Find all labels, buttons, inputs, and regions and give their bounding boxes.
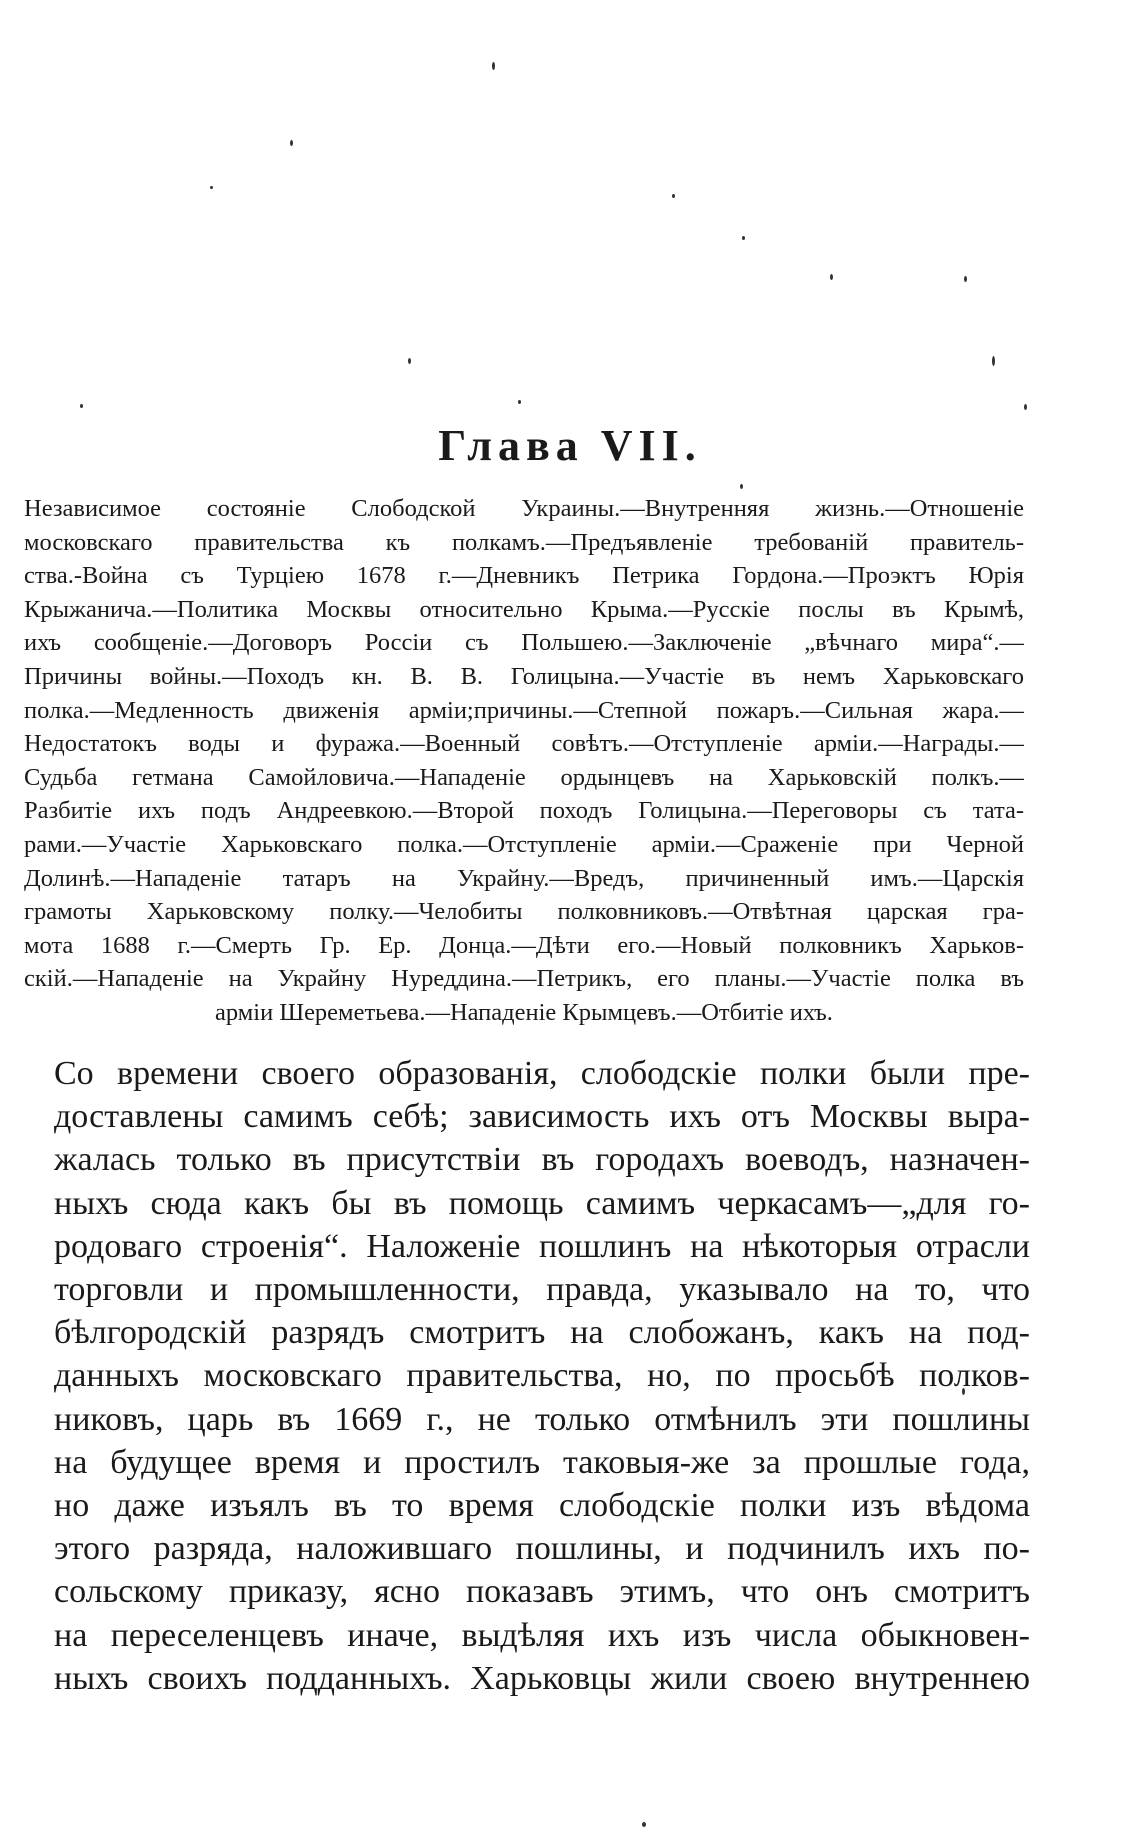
scan-speck: [408, 358, 411, 364]
summary-line: ства.-Война съ Турціею 1678 г.—Дневникъ Петрика Гордона.—Проэктъ Юрія: [24, 562, 1024, 590]
summary-line: ихъ сообщеніе.—Договоръ Россіи съ Польшею.—Заключеніе „вѣчнаго мира“.—: [24, 629, 1024, 657]
chapter-summary: [24, 492, 1024, 1030]
summary-line: рами.—Участіе Харьковскаго полка.—Отступленіе арміи.—Сраженіе при Черной: [24, 830, 1024, 858]
scan-speck: [80, 404, 83, 408]
body-line: никовъ, царь въ 1669 г., не только отмѣнилъ эти пошлины: [54, 1400, 1030, 1438]
summary-line: полка.—Медленность движенія арміи;причины.—Степной пожаръ.—Сильная жара.—: [24, 696, 1024, 724]
summary-line: Судьба гетмана Самойловича.—Нападеніе ордынцевъ на Харьковскій полкъ.—: [24, 763, 1024, 791]
scan-speck: [290, 140, 293, 146]
scan-speck: [518, 400, 521, 404]
body-line: на переселенцевъ иначе, выдѣляя ихъ изъ числа обыкновен-: [54, 1616, 1030, 1654]
summary-line: Долинѣ.—Нападеніе татаръ на Украйну.—Вредъ, причиненный имъ.—Царскія: [24, 864, 1024, 892]
summary-line: Разбитіе ихъ подъ Андреевкою.—Второй походъ Голицына.—Переговоры съ тата-: [24, 797, 1024, 825]
body-line: доставлены самимъ себѣ; зависимость ихъ отъ Москвы выра-: [54, 1098, 1030, 1136]
body-line: на будущее время и простилъ таковыя-же за прошлые года,: [54, 1443, 1030, 1481]
body-line: бѣлгородскій разрядъ смотритъ на слобожанъ, какъ на под-: [54, 1314, 1030, 1352]
body-line: данныхъ московскаго правительства, но, по просьбѣ полков-: [54, 1357, 1030, 1395]
chapter-title: Глава VII.: [438, 421, 702, 470]
summary-line: московскаго правительства къ полкамъ.—Предъявленіе требованій правитель-: [24, 528, 1024, 556]
body-line: этого разряда, наложившаго пошлины, и подчинилъ ихъ по-: [54, 1530, 1030, 1568]
scan-speck: [992, 356, 995, 366]
body-line: но даже изъялъ въ то время слободскіе полки изъ вѣдома: [54, 1487, 1030, 1525]
scan-speck: [642, 1822, 646, 1827]
summary-line: грамоты Харьковскому полку.—Челобиты полковниковъ.—Отвѣтная царская гра-: [24, 898, 1024, 926]
summary-line: скій.—Нападеніе на Украйну Нуреддина.—Петрикъ, его планы.—Участіе полка въ: [24, 965, 1024, 993]
summary-line: Причины войны.—Походъ кн. В. В. Голицына.—Участіе въ немъ Харьковскаго: [24, 662, 1024, 690]
scan-speck: [672, 194, 675, 198]
scan-speck: [830, 274, 833, 280]
scan-speck: [210, 186, 213, 189]
summary-line: Независимое состояніе Слободской Украины.—Внутренняя жизнь.—Отношеніе: [24, 495, 1024, 522]
body-line: ныхъ своихъ подданныхъ. Харьковцы жили своею внутреннею: [54, 1659, 1030, 1697]
summary-line: арміи Шереметьева.—Нападеніе Крымцевъ.—Отбитіе ихъ.: [215, 998, 833, 1026]
scan-speck: [964, 276, 967, 282]
summary-line: Крыжанича.—Политика Москвы относительно Крыма.—Русскіе послы въ Крымѣ,: [24, 595, 1024, 623]
body-line: сольскому приказу, ясно показавъ этимъ, что онъ смотритъ: [54, 1573, 1030, 1611]
body-paragraph: [54, 1052, 1030, 1700]
summary-line: мота 1688 г.—Смерть Гр. Ер. Донца.—Дѣти его.—Новый полковникъ Харьков-: [24, 931, 1024, 959]
body-line: родоваго строенія“. Наложеніе пошлинъ на нѣкоторыя отрасли: [54, 1227, 1030, 1265]
scan-speck: [742, 236, 745, 240]
scan-speck: [1024, 404, 1027, 410]
body-line: торговли и промышленности, правда, указывало на то, что: [54, 1271, 1030, 1309]
scan-speck: [740, 484, 743, 489]
body-line: ныхъ сюда какъ бы въ помощь самимъ черкасамъ—„для го-: [54, 1184, 1030, 1222]
body-line: жалась только въ присутствіи въ городахъ воеводъ, назначен-: [54, 1141, 1030, 1179]
scan-speck: [492, 62, 495, 70]
body-line: Со времени своего образованія, слободскіе полки были пре-: [54, 1055, 1030, 1092]
summary-line: Недостатокъ воды и фуража.—Военный совѣтъ.—Отступленіе арміи.—Награды.—: [24, 730, 1024, 758]
